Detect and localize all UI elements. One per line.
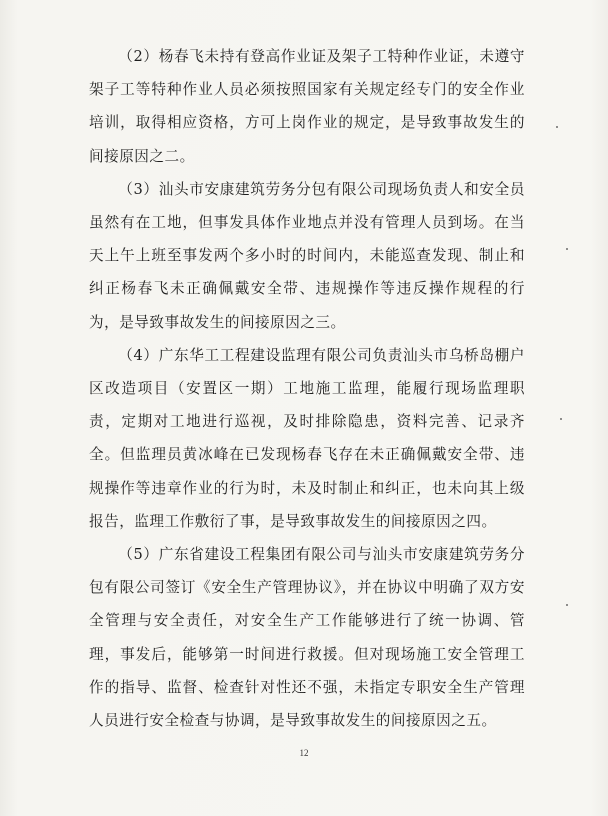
scan-speck (560, 418, 562, 420)
paragraph-cause-3: （3）汕头市安康建筑劳务分包有限公司现场负责人和安全员虽然有在工地，但事发具体作业地点并没有管理人员到场。在当天上午上班至事发两个多小时的时间内，未能巡查发现、制止和纠正杨春飞未正确佩戴安全带、违规操作等违反操作规程的行为，是导致事故发生的间接原因之三。 (89, 180, 525, 331)
paragraph-cause-4: （4）广东华工工程建设监理有限公司负责汕头市乌桥岛棚户区改造项目（安置区一期）工地施工监理，能履行现场监理职责，定期对工地进行巡视，及时排除隐患，资料完善、记录齐全。但监理员黄冰峰在已发现杨春飞存在未正确佩戴安全带、违规操作等违章作业的行为时，未及时制止和纠正，也未向其上级报告，监理工作敷衍了事，是导致事故发生的间接原因之四。 (89, 346, 525, 530)
page-number: 12 (299, 748, 309, 758)
document-body (89, 40, 525, 737)
scan-speck (556, 126, 558, 128)
scan-speck (566, 248, 568, 250)
scan-speck (566, 604, 568, 606)
paragraph-cause-2: （2）杨春飞未持有登高作业证及架子工特种作业证，未遵守架子工等特种作业人员必须按照国家有关规定经专门的安全作业培训，取得相应资格，方可上岗作业的规定，是导致事故发生的间接原因之二。 (89, 48, 525, 165)
paragraph-cause-5: （5）广东省建设工程集团有限公司与汕头市安康建筑劳务分包有限公司签订《安全生产管理协议》，并在协议中明确了双方安全管理与安全责任，对安全生产工作能够进行了统一协调、管理，事发后，能够第一时间进行救援。但对现场施工安全管理工作的指导、监督、检查针对性还不强，未指定专职安全生产管理人员进行安全检查与协调，是导致事故发生的间接原因之五。 (89, 546, 525, 730)
